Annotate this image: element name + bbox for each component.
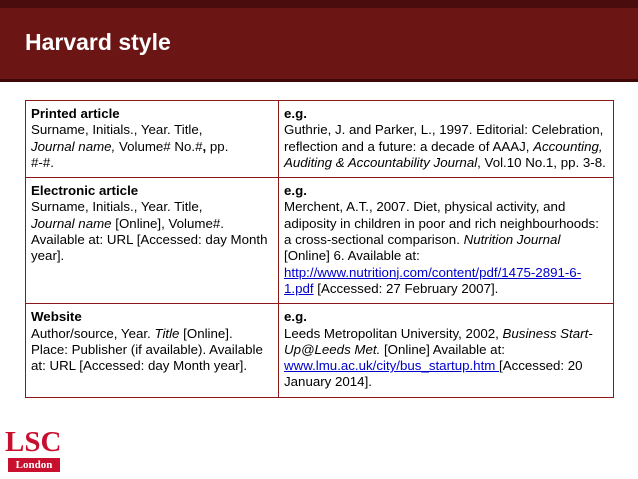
example-text: Guthrie, J. and Parker, L., 1997. Editorial: Celebration, reflection and a future: a decade of AAAJ, [284,122,604,154]
format-italic: Title [154,325,180,341]
row-heading: Website [31,309,82,325]
example-url-link[interactable]: www.lmu.ac.uk/city/bus_startup.htm [284,358,500,374]
logo-bottom-text: London [8,458,60,472]
example-text: [Online] 6. Available at: [284,248,420,264]
format-italic: Journal name [31,215,112,231]
format-italic: Journal name, [31,138,116,154]
example-text: [Accessed: 20 January 2014]. [284,358,583,390]
row-heading: Printed article [31,106,120,121]
example-italic: Business Start-Up@Leeds Met. [284,325,593,357]
table-row [26,304,614,397]
format-text: Volume# No.# [115,138,203,154]
title-bar-bottom-edge [0,79,638,82]
format-cell-electronic-article [26,178,279,304]
format-cell-printed-article [26,101,279,178]
slide-title: Harvard style [25,29,171,55]
title-bar [0,0,638,82]
format-text: Surname, Initials., Year. Title, [31,199,203,215]
row-heading: Electronic article [31,183,139,199]
example-url-link[interactable]: http://www.nutritionj.com/content/pdf/1475-2891-6-1.pdf [284,264,582,296]
format-text: #-#. [31,154,54,170]
example-italic: Accounting, Auditing & Accountability Journal [284,138,603,170]
example-text: [Accessed: 27 February 2007]. [313,280,499,296]
format-text: Surname, Initials., Year. Title, [31,122,203,138]
example-heading: e.g. [284,309,307,325]
format-bold-comma: , [202,138,207,154]
title-bar-top-stripe [0,0,638,8]
format-text: pp. [206,138,229,154]
example-text: , Vol.10 No.1, pp. 3-8. [477,154,606,170]
example-text: Merchent, A.T., 2007. Diet, physical activity, and adiposity in children in poor and rich neighbourhoods: a cross-sectional comparison. [284,199,599,248]
example-cell-printed-article [279,101,614,178]
logo-top-text: LSC [5,426,62,458]
format-text: Author/source, Year. [31,325,155,341]
example-heading: e.g. [284,106,307,121]
example-text: [Online] Available at: [380,341,505,357]
format-cell-website [26,304,279,397]
example-cell-electronic-article [279,178,614,304]
format-text: [Online]. Place: Publisher (if available). Available at: URL [Accessed: day Month year]. [31,325,263,374]
reference-table [25,100,614,398]
example-heading: e.g. [284,183,307,199]
table-row [26,101,614,178]
table-row [26,178,614,304]
lsc-london-logo [5,427,65,475]
example-cell-website [279,304,614,397]
example-italic: Nutrition Journal [463,232,561,248]
format-text: [Online], Volume#. Available at: URL [Accessed: day Month year]. [31,215,268,264]
example-text: Leeds Metropolitan University, 2002, [284,325,503,341]
